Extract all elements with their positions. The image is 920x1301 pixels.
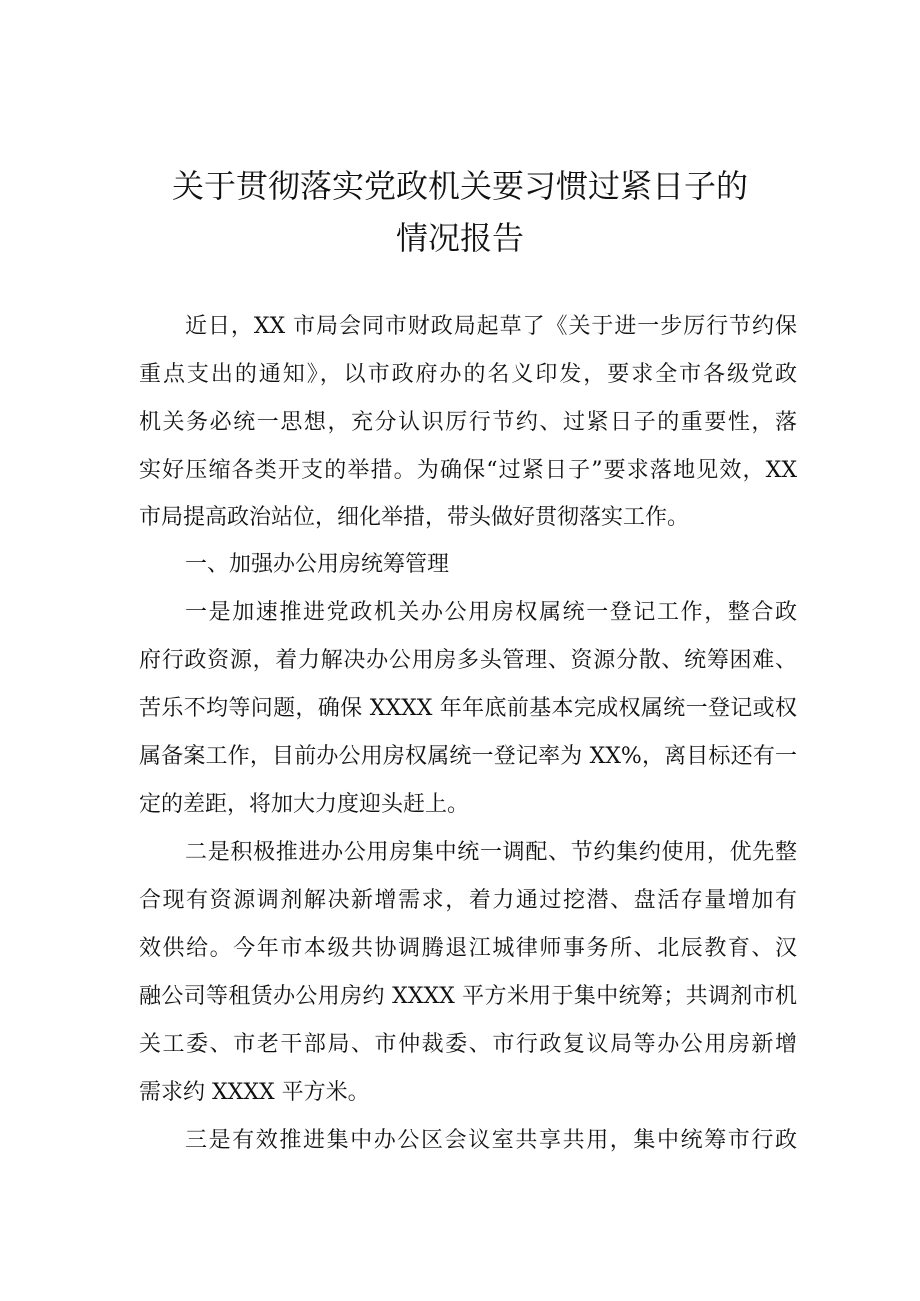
paragraph-3-line-2: 合现有资源调剂解决新增需求，着力通过挖潜、盘活存量增加有 <box>139 888 797 913</box>
paragraph-2-line-2: 府行政资源，着力解决办公用房多头管理、资源分散、统筹困难、 <box>139 648 797 673</box>
paragraph-3-line-4: 融公司等租赁办公用房约 XXXX 平方米用于集中统筹；共调剂市机 <box>139 984 797 1009</box>
paragraph-2-line-4: 属备案工作，目前办公用房权属统一登记率为 XX%，离目标还有一 <box>139 744 797 769</box>
paragraph-2-line-5: 定的差距，将加大力度迎头赶上。 <box>139 792 470 817</box>
paragraph-2-line-3: 苦乐不均等问题，确保 XXXX 年年底前基本完成权属统一登记或权 <box>139 696 797 721</box>
paragraph-3-line-3: 效供给。今年市本级共协调腾退江城律师事务所、北辰教育、汉 <box>139 936 797 961</box>
paragraph-3-line-6: 需求约 XXXX 平方米。 <box>139 1080 370 1105</box>
paragraph-3-line-1: 二是积极推进办公用房集中统一调配、节约集约使用，优先整 <box>185 840 797 865</box>
paragraph-1-line-4: 实好压缩各类开支的举措。为确保“过紧日子”要求落地见效，XX <box>139 458 797 483</box>
paragraph-4-line-1: 三是有效推进集中办公区会议室共享共用，集中统筹市行政 <box>185 1128 797 1153</box>
paragraph-3-line-5: 关工委、市老干部局、市仲裁委、市行政复议局等办公用房新增 <box>139 1032 797 1057</box>
paragraph-1-line-1: 近日，XX 市局会同市财政局起草了《关于进一步厉行节约保 <box>185 314 797 339</box>
paragraph-1-line-3: 机关务必统一思想，充分认识厉行节约、过紧日子的重要性，落 <box>139 410 797 435</box>
paragraph-2-line-1: 一是加速推进党政机关办公用房权属统一登记工作，整合政 <box>185 600 797 625</box>
section-1-heading: 一、加强办公用房统筹管理 <box>185 552 450 577</box>
paragraph-1-line-5: 市局提高政治站位，细化举措，带头做好贯彻落实工作。 <box>139 505 690 530</box>
paragraph-1-line-2: 重点支出的通知》，以市政府办的名义印发，要求全市各级党政 <box>139 362 797 387</box>
document-title-line-1: 关于贯彻落实党政机关要习惯过紧日子的 <box>171 167 748 205</box>
document-title-line-2: 情况报告 <box>395 219 524 257</box>
